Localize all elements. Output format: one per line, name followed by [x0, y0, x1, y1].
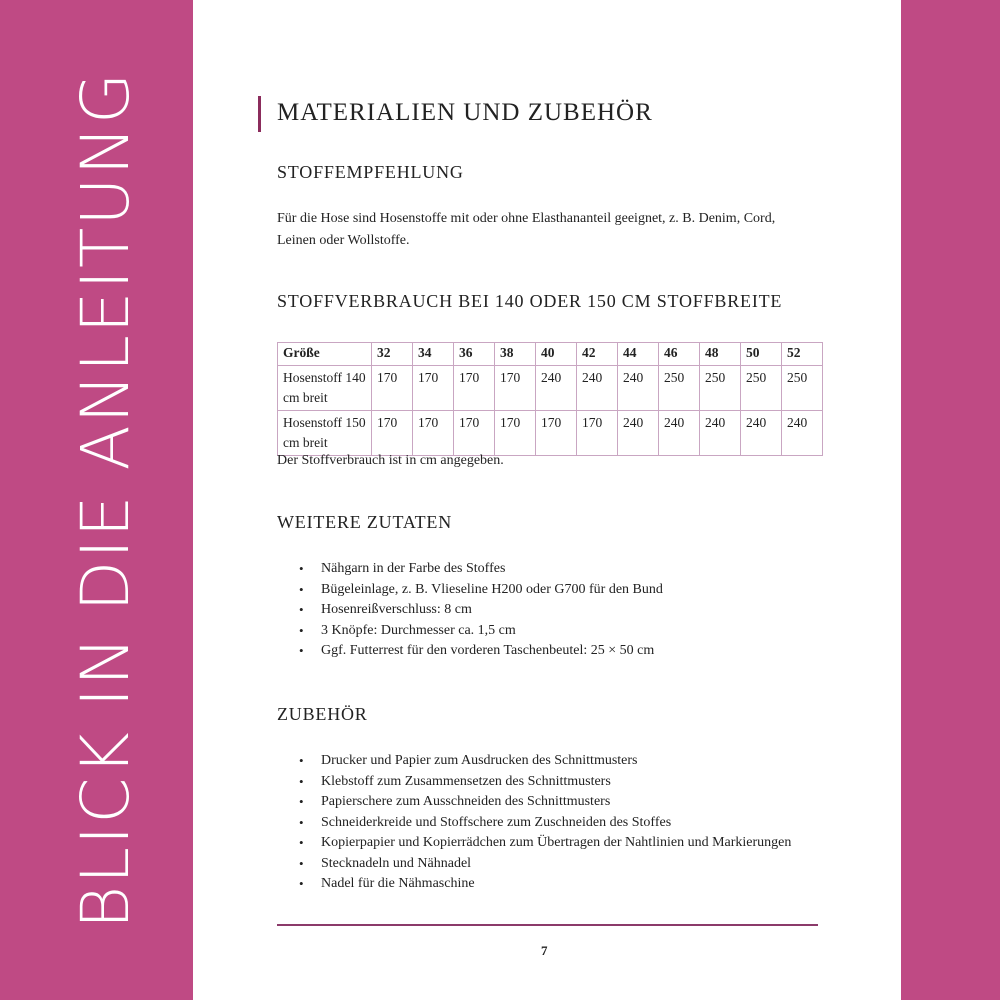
- list-item-text: Papierschere zum Ausschneiden des Schnittmusters: [321, 794, 611, 809]
- bullet-icon: •: [299, 622, 304, 638]
- table-header-cell: 32: [372, 343, 413, 366]
- fabric-usage-title: STOFFVERBRAUCH BEI 140 ODER 150 CM STOFFBREITE: [277, 291, 783, 311]
- table-cell: 170: [413, 411, 454, 456]
- table-cell: 250: [782, 366, 823, 411]
- table-cell: 170: [577, 411, 618, 456]
- fabric-recommendation-title: STOFFEMPFEHLUNG: [277, 162, 464, 182]
- table-cell: 170: [372, 366, 413, 411]
- bullet-icon: •: [299, 876, 304, 891]
- list-item-text: Klebstoff zum Zusammensetzen des Schnittmusters: [321, 773, 611, 789]
- vertical-title: BLICK IN DIE ANLEITUNG: [67, 70, 144, 930]
- table-header-cell: 44: [618, 343, 659, 366]
- table-cell: 170: [454, 366, 495, 411]
- table-header-cell: 36: [454, 343, 495, 366]
- bullet-icon: •: [299, 643, 304, 658]
- table-header-cell: 46: [659, 343, 700, 366]
- bullet-icon: •: [299, 773, 304, 789]
- list-item: [299, 751, 817, 772]
- fabric-recommendation-text: Für die Hose sind Hosenstoffe mit oder ohne Elasthananteil geeignet, z. B. Denim, Cord, Leinen oder Wollstoffe.: [277, 211, 776, 248]
- table-cell: 170: [536, 411, 577, 456]
- list-item: [299, 580, 817, 601]
- bullet-icon: •: [299, 602, 304, 617]
- table-cell: 250: [741, 366, 782, 411]
- table-cell: 240: [659, 411, 700, 456]
- table-header-cell: 40: [536, 343, 577, 366]
- table-header-cell: 50: [741, 343, 782, 366]
- table-cell: 170: [495, 411, 536, 456]
- table-cell: 240: [782, 411, 823, 456]
- list-item: [299, 874, 817, 895]
- table-cell: 170: [454, 411, 495, 456]
- table-cell: 240: [741, 411, 782, 456]
- table-header-cell: 34: [413, 343, 454, 366]
- footer-divider: [277, 924, 818, 926]
- list-item-text: Schneiderkreide und Stoffschere zum Zuschneiden des Stoffes: [321, 814, 672, 830]
- list-item: [299, 641, 817, 662]
- further-supplies-title: WEITERE ZUTATEN: [277, 512, 453, 532]
- list-item: [299, 813, 817, 834]
- bullet-icon: •: [299, 855, 304, 871]
- bullet-icon: •: [299, 794, 304, 809]
- left-sidebar: [0, 0, 193, 1000]
- bullet-icon: •: [299, 753, 304, 768]
- page-number: 7: [541, 943, 548, 958]
- list-item-text: Nadel für die Nähmaschine: [321, 876, 475, 891]
- table-cell: 170: [495, 366, 536, 411]
- table-cell: 240: [536, 366, 577, 411]
- table-cell: 240: [618, 366, 659, 411]
- list-item-text: Drucker und Papier zum Ausdrucken des Schnittmusters: [321, 753, 638, 768]
- list-item: [299, 600, 817, 621]
- list-item: [299, 792, 817, 813]
- table-cell: 240: [700, 411, 741, 456]
- table-header-cell: 48: [700, 343, 741, 366]
- bullet-icon: •: [299, 561, 304, 576]
- table-cell: 250: [700, 366, 741, 411]
- bullet-icon: •: [299, 581, 304, 597]
- table-header-cell: 52: [782, 343, 823, 366]
- table-cell: 170: [372, 411, 413, 456]
- list-item: [299, 559, 817, 580]
- table-header-cell: 38: [495, 343, 536, 366]
- table-header-cell: Größe: [278, 343, 372, 366]
- list-item-text: Hosenreißverschluss: 8 cm: [321, 602, 472, 617]
- heading-accent-bar: [258, 96, 261, 132]
- table-row: [278, 366, 823, 411]
- list-item: [299, 854, 817, 875]
- list-item: [299, 772, 817, 793]
- fabric-usage-note: Der Stoffverbrauch ist in cm angegeben.: [277, 453, 504, 468]
- list-item-text: Bügeleinlage, z. B. Vlieseline H200 oder G700 für den Bund: [321, 581, 663, 597]
- table-row-label: Hosenstoff 150 cm breit: [278, 411, 372, 456]
- accessories-list: [277, 751, 817, 895]
- list-item-text: 3 Knöpfe: Durchmesser ca. 1,5 cm: [321, 622, 516, 638]
- list-item: [299, 833, 817, 854]
- bullet-icon: •: [299, 814, 304, 830]
- table-header-row: [278, 343, 823, 366]
- table-cell: 240: [618, 411, 659, 456]
- table-row-label: Hosenstoff 140 cm breit: [278, 366, 372, 411]
- list-item-text: Kopierpapier und Kopierrädchen zum Übertragen der Nahtlinien und Markierungen: [321, 835, 792, 850]
- table-cell: 250: [659, 366, 700, 411]
- bullet-icon: •: [299, 835, 304, 850]
- table-cell: 170: [413, 366, 454, 411]
- table-cell: 240: [577, 366, 618, 411]
- list-item-text: Ggf. Futterrest für den vorderen Taschenbeutel: 25 × 50 cm: [321, 643, 655, 658]
- page-heading: MATERIALIEN UND ZUBEHÖR: [277, 99, 653, 126]
- accessories-title: ZUBEHÖR: [277, 704, 368, 724]
- list-item-text: Nähgarn in der Farbe des Stoffes: [321, 561, 506, 576]
- table-header-cell: 42: [577, 343, 618, 366]
- further-supplies-list: [277, 559, 817, 662]
- list-item-text: Stecknadeln und Nähnadel: [321, 855, 472, 871]
- fabric-usage-table: [277, 342, 823, 456]
- list-item: [299, 621, 817, 642]
- table-row: [278, 411, 823, 456]
- right-sidebar: [901, 0, 1000, 1000]
